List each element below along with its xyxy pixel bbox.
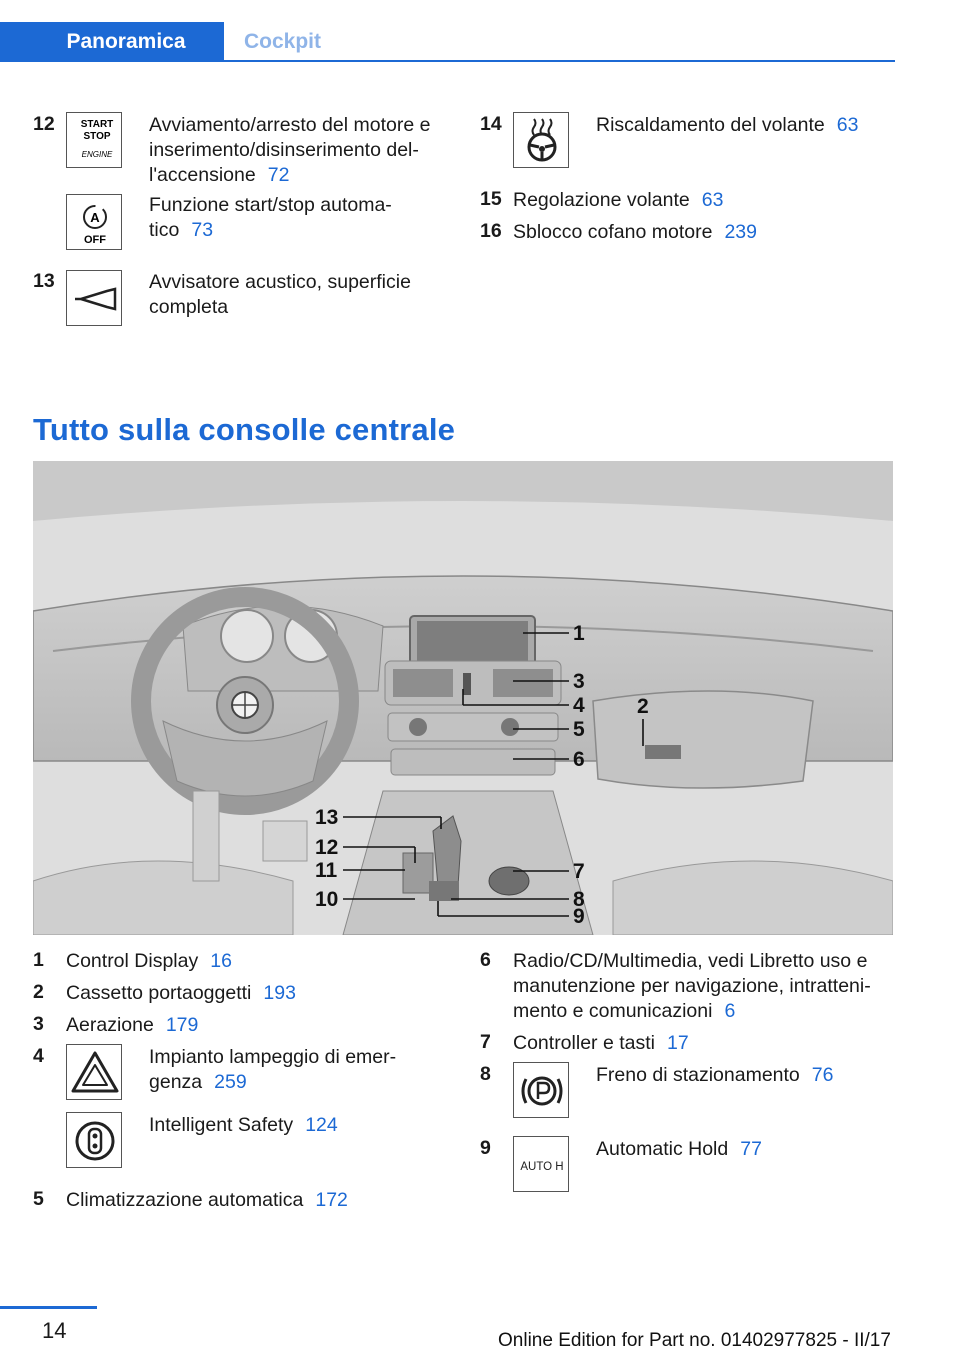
item-line: Avvisatore acustico, superficie — [149, 271, 411, 293]
page-ref-link[interactable]: 63 — [836, 114, 859, 136]
edition-info: Online Edition for Part no. 01402977825 - II/17 — [498, 1330, 891, 1351]
icon-label: OFF — [84, 234, 106, 246]
page-ref-link[interactable]: 16 — [210, 950, 232, 972]
center-console-illustration — [33, 461, 893, 935]
legend-line: mento e comunicazioni — [513, 1000, 713, 1022]
page-ref-link[interactable]: 17 — [666, 1032, 689, 1054]
callout-9: 9 — [573, 905, 585, 928]
start-stop-engine-icon — [66, 112, 122, 168]
section-title: Tutto sulla consolle centrale — [33, 412, 456, 447]
callout-1: 1 — [573, 622, 585, 645]
legend-number: 5 — [33, 1188, 44, 1210]
cockpit-drawing — [33, 461, 893, 935]
item-line: Regolazione volante — [513, 189, 690, 211]
footer-rule — [0, 1306, 97, 1309]
callout-3: 3 — [573, 670, 585, 693]
callout-5: 5 — [573, 718, 585, 741]
callout-4: 4 — [573, 694, 585, 717]
icon-label: STOP — [83, 131, 111, 142]
item-text-12 — [149, 113, 449, 188]
page-ref-link[interactable]: 73 — [191, 219, 214, 241]
item-text-15 — [513, 188, 893, 213]
legend-label: Aerazione — [66, 1014, 154, 1036]
legend-text-7 — [513, 1031, 689, 1056]
page-ref-link[interactable]: 77 — [740, 1138, 762, 1160]
legend-line: Impianto lampeggio di emer- — [149, 1046, 397, 1068]
legend-number: 1 — [33, 949, 44, 971]
callout-8: 8 — [573, 888, 585, 911]
legend-number: 7 — [480, 1031, 491, 1053]
legend-text-8 — [596, 1063, 896, 1088]
tab-cockpit[interactable]: Cockpit — [244, 30, 322, 53]
item-number: 13 — [33, 270, 55, 292]
item-text-auto-start-stop — [149, 193, 449, 243]
auto-start-stop-off-icon — [66, 194, 122, 250]
page-number: 14 — [42, 1318, 67, 1343]
item-line: Avviamento/arresto del motore e — [149, 114, 431, 136]
callout-11: 11 — [315, 859, 338, 882]
item-line: Sblocco cofano motore — [513, 221, 713, 243]
legend-number: 9 — [480, 1137, 491, 1159]
callout-12: 12 — [315, 836, 339, 859]
legend-label: Control Display — [66, 950, 199, 972]
icon-label: AUTO H — [520, 1161, 564, 1173]
item-number: 16 — [480, 220, 502, 242]
item-number: 15 — [480, 188, 502, 210]
item-text-13 — [149, 270, 449, 320]
legend-text-5 — [66, 1188, 348, 1213]
page-ref-link[interactable]: 63 — [701, 189, 724, 211]
icon-label: A — [90, 210, 100, 225]
item-text-14 — [596, 113, 896, 138]
legend-text-intelligent-safety — [149, 1113, 449, 1138]
intelligent-safety-icon — [66, 1112, 122, 1168]
page-ref-link[interactable]: 259 — [214, 1071, 247, 1093]
legend-line: Freno di stazionamento — [596, 1064, 800, 1086]
top-tab-bar — [0, 22, 895, 62]
item-text-16 — [513, 220, 893, 245]
legend-label: Climatizzazione automatica — [66, 1189, 304, 1211]
page-ref-link[interactable]: 239 — [724, 221, 757, 243]
icon-label: START — [80, 119, 114, 130]
legend-number: 6 — [480, 949, 491, 971]
page-ref-link[interactable]: 6 — [724, 1000, 736, 1022]
item-number: 14 — [480, 113, 502, 135]
legend-number: 2 — [33, 981, 44, 1003]
legend-line: Radio/CD/Multimedia, vedi Libretto uso e — [513, 950, 868, 972]
item-line: inserimento/disinserimento del- — [149, 139, 419, 161]
page-ref-link[interactable]: 172 — [315, 1189, 348, 1211]
legend-number: 8 — [480, 1063, 491, 1085]
heated-steering-wheel-icon — [513, 112, 569, 168]
legend-line: genza — [149, 1071, 203, 1093]
page-ref-link[interactable]: 76 — [811, 1064, 834, 1086]
callout-10: 10 — [315, 888, 339, 911]
legend-text-1 — [66, 949, 232, 974]
auto-hold-icon — [513, 1136, 569, 1192]
icon-label: ENGINE — [81, 150, 113, 159]
legend-text-9 — [596, 1137, 896, 1162]
legend-text-3 — [66, 1013, 198, 1038]
page-ref-link[interactable]: 179 — [165, 1014, 199, 1036]
callout-2: 2 — [637, 695, 649, 718]
callout-7: 7 — [573, 860, 585, 883]
item-line: completa — [149, 296, 229, 318]
item-line: l'accensione — [149, 164, 256, 186]
legend-line: Automatic Hold — [596, 1138, 729, 1160]
legend-text-4 — [149, 1045, 449, 1095]
legend-label: Cassetto portaoggetti — [66, 982, 252, 1004]
callout-6: 6 — [573, 748, 585, 771]
legend-number: 4 — [33, 1045, 44, 1067]
callout-13: 13 — [315, 806, 339, 829]
legend-text-2 — [66, 981, 296, 1006]
parking-brake-icon — [513, 1062, 569, 1118]
item-number: 12 — [33, 113, 55, 135]
item-line: tico — [149, 219, 180, 241]
item-line: Funzione start/stop automa- — [149, 194, 392, 216]
legend-number: 3 — [33, 1013, 44, 1035]
page-ref-link[interactable]: 124 — [305, 1114, 338, 1136]
item-line: Riscaldamento del volante — [596, 114, 825, 136]
legend-line: Intelligent Safety — [149, 1114, 294, 1136]
page-ref-link[interactable]: 193 — [263, 982, 296, 1004]
horn-icon — [66, 270, 122, 326]
legend-line: manutenzione per navigazione, intratteni- — [513, 975, 871, 997]
tab-panoramica[interactable]: Panoramica — [0, 22, 224, 62]
legend-label: Controller e tasti — [513, 1032, 655, 1054]
legend-text-6 — [513, 949, 893, 1024]
hazard-warning-icon — [66, 1044, 122, 1100]
page-ref-link[interactable]: 72 — [267, 164, 290, 186]
